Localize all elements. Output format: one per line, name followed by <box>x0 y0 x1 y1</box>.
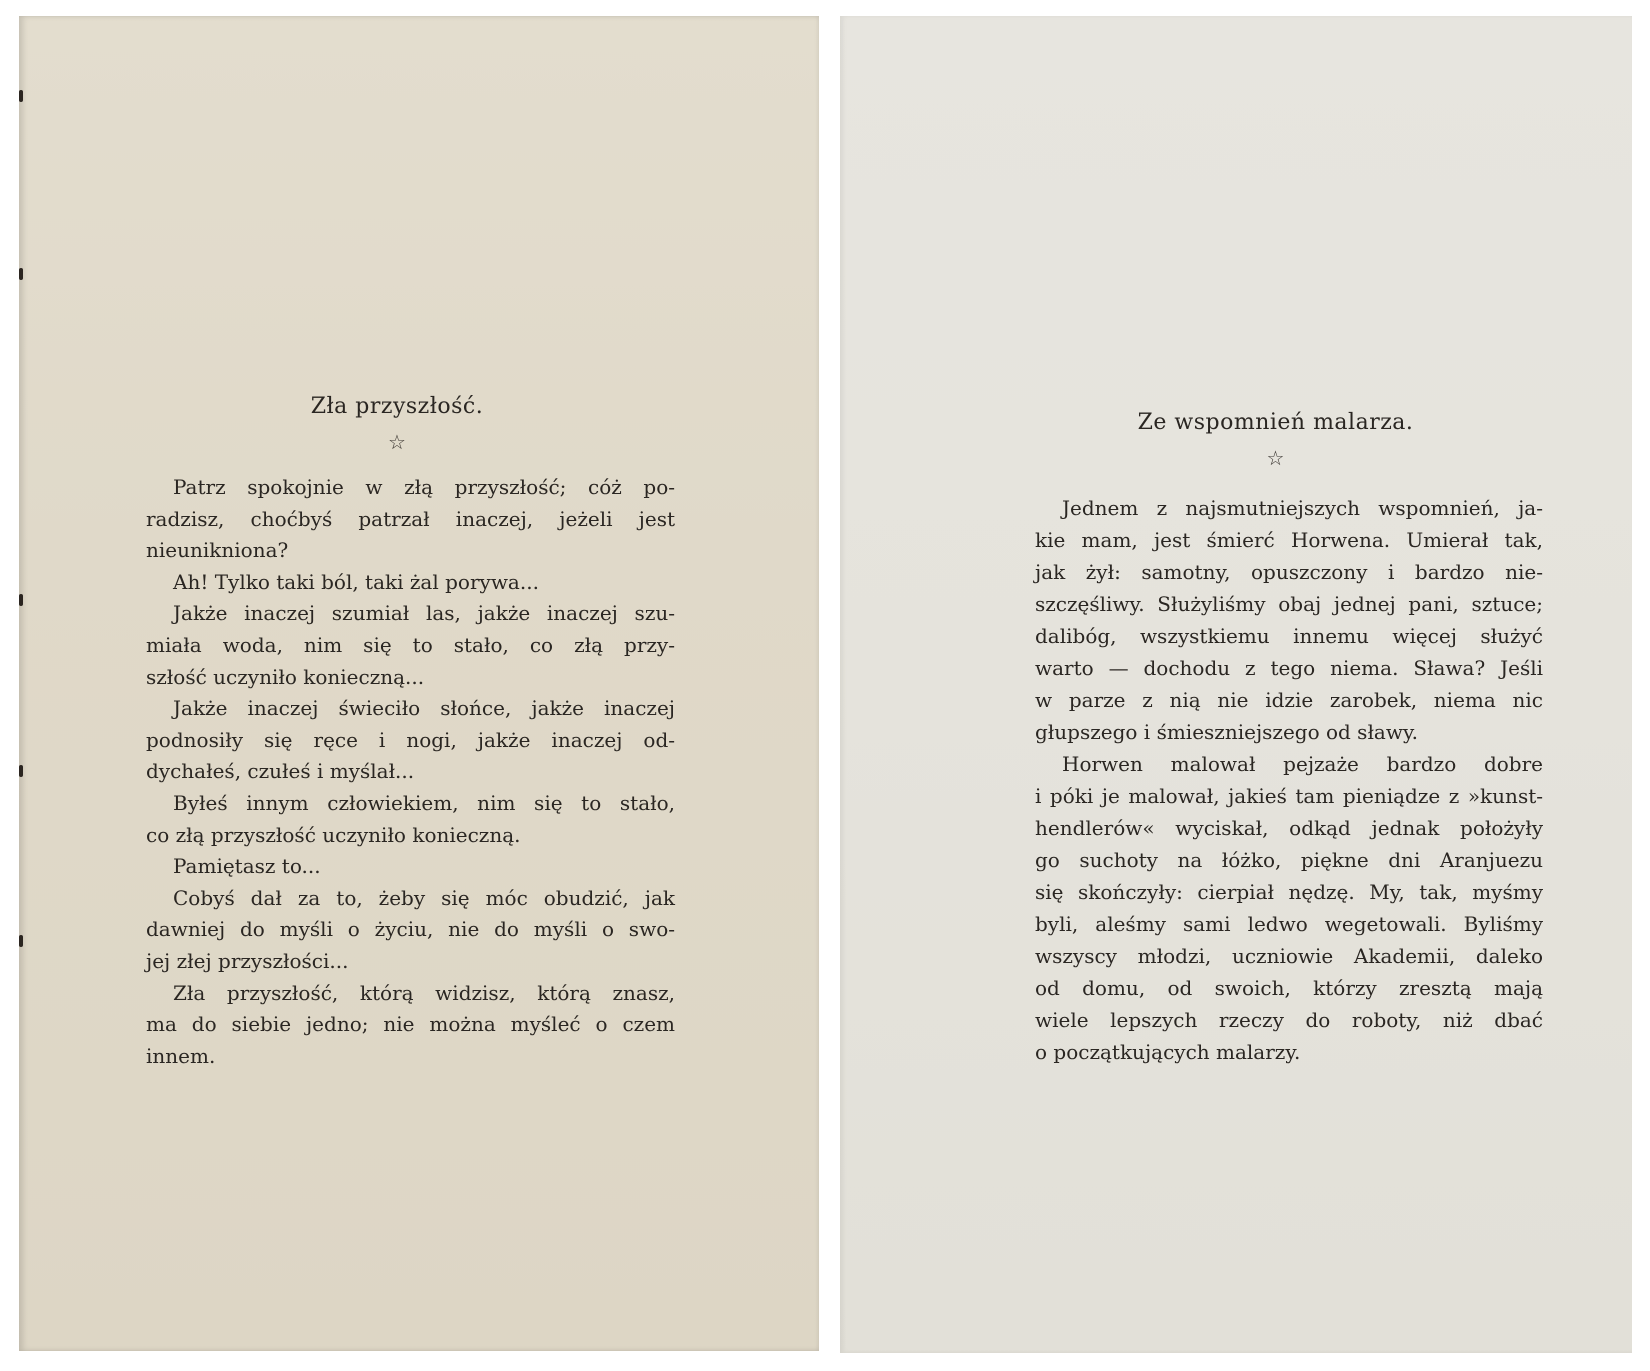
text-line: Pamiętasz to... <box>173 854 321 879</box>
text-line: od domu, od swoich, którzy zresztą mają <box>1035 976 1543 1000</box>
binding-mark <box>19 765 23 777</box>
text-line: warto — dochodu z tego niema. Sława? Jeśli <box>1035 656 1543 680</box>
paragraph <box>119 598 675 693</box>
text-line: byli, aleśmy sami ledwo wegetowali. Byliśmy <box>1035 912 1543 936</box>
text-line: hendlerów« wyciskał, odkąd jednak położyły <box>1035 816 1543 840</box>
left-page-body <box>119 472 675 1072</box>
binding-mark <box>19 594 23 606</box>
text-line: szłość uczyniło konieczną... <box>146 664 425 689</box>
star-ornament-icon: ☆ <box>1266 446 1285 470</box>
text-line: Horwen malował pejzaże bardzo dobre <box>1062 752 1543 776</box>
text-line: Zła przyszłość, którą widzisz, którą znasz, <box>173 980 675 1005</box>
text-line: w parze z nią nie idzie zarobek, niema nic <box>1035 688 1543 712</box>
right-page-title: Ze wspomnień malarza. <box>1137 410 1414 435</box>
text-line: jej złej przyszłości... <box>146 948 349 973</box>
text-line: wszyscy młodzi, uczniowie Akademii, daleko <box>1035 944 1543 968</box>
text-line: szczęśliwy. Służyliśmy obaj jednej pani, sztuce; <box>1035 592 1543 616</box>
text-line: Ah! Tylko taki ból, taki żal porywa... <box>173 569 539 594</box>
text-line: kie mam, jest śmierć Horwena. Umierał tak, <box>1035 528 1543 552</box>
text-line: co złą przyszłość uczyniło konieczną. <box>146 822 521 847</box>
text-line: Jakże inaczej szumiał las, jakże inaczej szu- <box>173 601 675 626</box>
paragraph <box>119 567 675 599</box>
text-line: nieunikniona? <box>146 538 289 563</box>
text-line: Cobyś dał za to, żeby się móc obudzić, jak <box>173 885 675 910</box>
paragraph <box>119 851 675 883</box>
text-line: o początkujących malarzy. <box>1035 1040 1301 1064</box>
right-page <box>840 16 1632 1353</box>
text-line: go suchoty na łóżko, piękne dni Aranjuezu <box>1035 848 1543 872</box>
right-page-content <box>1008 408 1543 1068</box>
paragraph <box>119 788 675 851</box>
text-line: i póki je malował, jakieś tam pieniądze z »kunst- <box>1035 784 1543 808</box>
text-line: radzisz, choćbyś patrzał inaczej, jeżeli jest <box>146 506 675 531</box>
left-page-title: Zła przyszłość. <box>310 394 484 419</box>
paragraph <box>119 472 675 567</box>
right-page-body <box>1008 492 1543 1068</box>
binding-mark <box>19 268 23 280</box>
text-line: jak żył: samotny, opuszczony i bardzo nie- <box>1035 560 1543 584</box>
text-line: podnosiły się ręce i nogi, jakże inaczej od- <box>146 727 675 752</box>
text-line: się skończyły: cierpiał nędzę. My, tak, myśmy <box>1035 880 1543 904</box>
text-line: Patrz spokojnie w złą przyszłość; cóż po- <box>173 475 675 499</box>
text-line: innem. <box>146 1043 216 1068</box>
text-line: Jednem z najsmutniejszych wspomnień, ja- <box>1062 496 1543 520</box>
binding-mark <box>19 935 23 947</box>
binding-mark <box>19 90 23 102</box>
text-line: dalibóg, wszystkiemu innemu więcej służyć <box>1035 624 1543 648</box>
text-line: Byłeś innym człowiekiem, nim się to stało, <box>173 790 675 815</box>
paragraph <box>1008 492 1543 748</box>
paragraph <box>119 883 675 978</box>
text-line: miała woda, nim się to stało, co złą przy- <box>146 632 675 657</box>
text-line: dychałeś, czułeś i myślał... <box>146 759 415 784</box>
paragraph <box>119 978 675 1073</box>
text-line: ma do siebie jedno; nie można myśleć o czem <box>146 1012 675 1037</box>
text-line: wiele lepszych rzeczy do roboty, niż dbać <box>1035 1008 1543 1032</box>
paragraph <box>1008 748 1543 1068</box>
star-ornament-icon: ☆ <box>388 430 406 454</box>
text-line: głupszego i śmieszniejszego od sławy. <box>1035 720 1418 744</box>
paragraph <box>119 693 675 788</box>
text-line: Jakże inaczej świeciło słońce, jakże inaczej <box>173 696 675 721</box>
left-page-content <box>119 392 675 1072</box>
left-page <box>19 16 819 1351</box>
text-line: dawniej do myśli o życiu, nie do myśli o swo- <box>146 917 675 942</box>
